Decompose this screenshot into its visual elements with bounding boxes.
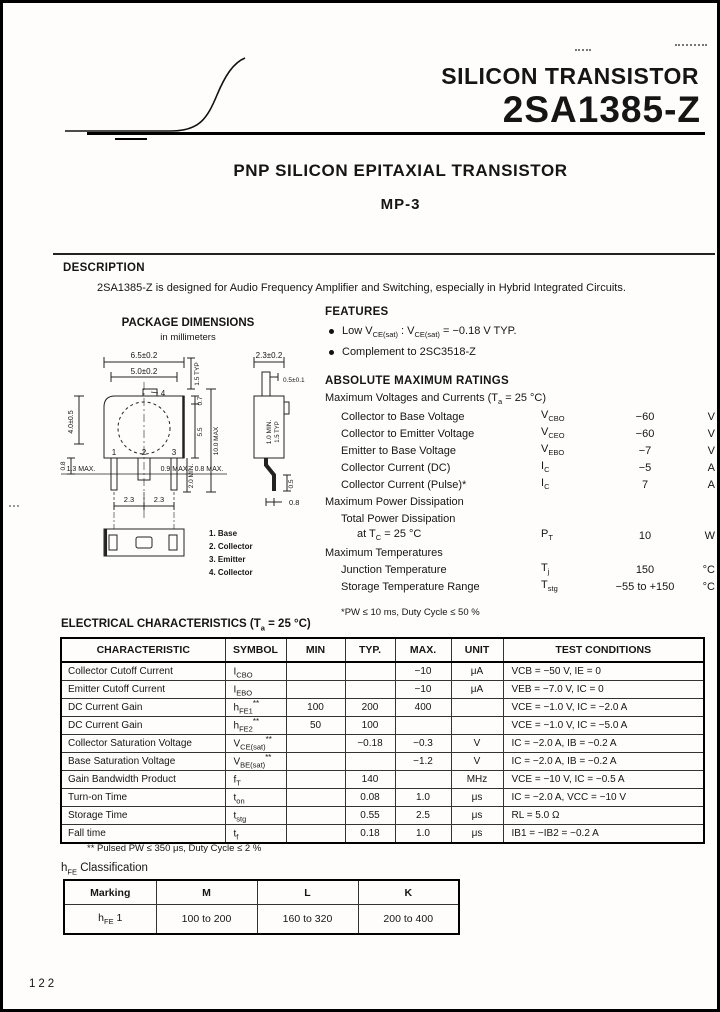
side-dim-05: 0.5±0.1 — [283, 377, 305, 384]
ec-cell-max — [395, 717, 451, 735]
description-text: 2SA1385-Z is designed for Audio Frequency Amplifier and Switching, especially in Hybrid Integrated Circuits. — [97, 282, 626, 294]
ec-header-conditions: TEST CONDITIONS — [503, 638, 704, 662]
features-heading: FEATURES — [325, 306, 389, 318]
ec-cell-conditions: VCE = −10 V, IC = −0.5 A — [503, 771, 704, 789]
ec-cell-name: Fall time — [61, 825, 225, 844]
ec-cell-unit: V — [451, 753, 503, 771]
dim-label-09max: 0.9 MAX. — [160, 466, 190, 473]
ec-header-characteristic: CHARACTERISTIC — [61, 638, 225, 662]
ec-cell-unit: μs — [451, 825, 503, 844]
ec-cell-symbol: $f_T$ — [225, 771, 286, 789]
brand-line: SILICON TRANSISTOR — [441, 63, 699, 89]
hfe-header-marking: Marking — [64, 880, 156, 905]
ec-cell-name: Gain Bandwidth Product — [61, 771, 225, 789]
ec-cell-typ: −0.18 — [345, 735, 395, 753]
ec-cell-min — [286, 771, 345, 789]
amr-row: Collector Current (Pulse)* $I_C$ 7 A — [341, 477, 715, 492]
ec-cell-unit: μs — [451, 807, 503, 825]
amr-group-voltages: Maximum Voltages and Currents ($T_a = 25$ °C) — [325, 392, 547, 407]
side-dim-05b: 0.5 — [288, 479, 295, 489]
ec-cell-typ: 140 — [345, 771, 395, 789]
ec-header-min: MIN — [286, 638, 345, 662]
ec-cell-unit — [451, 717, 503, 735]
dim-label-100max: 10.0 MAX — [213, 426, 220, 456]
amr-row: Collector Current (DC) $I_C$ −5 A — [341, 460, 715, 475]
ec-cell-unit: μA — [451, 681, 503, 699]
dim-label-08max: 0.8 MAX. — [194, 466, 224, 473]
ec-cell-symbol: $V_{BE(sat)}^{**}$ — [225, 753, 286, 771]
amr-group-power: Maximum Power Dissipation — [325, 495, 464, 508]
hfe-header-row — [64, 880, 459, 905]
ec-cell-symbol: $h_{FE2}^{**}$ — [225, 717, 286, 735]
ec-row — [61, 717, 704, 735]
ec-cell-conditions: RL = 5.0 Ω — [503, 807, 704, 825]
dim-label-13max: 1.3 MAX. — [66, 466, 96, 473]
part-number: 2SA1385-Z — [502, 89, 701, 130]
ec-cell-symbol: $t_{on}$ — [225, 789, 286, 807]
ec-cell-symbol: $I_{EBO}$ — [225, 681, 286, 699]
side-dim-08: 0.8 — [289, 498, 300, 507]
legend-item-3: 3. Emitter — [209, 555, 246, 564]
package-drawing — [59, 344, 324, 579]
ec-cell-name: Base Saturation Voltage — [61, 753, 225, 771]
ec-header-row — [61, 638, 704, 662]
ec-cell-max — [395, 771, 451, 789]
bottom-view-outline — [104, 529, 184, 556]
hfe-header-k: K — [358, 880, 459, 905]
hfe-row-label: $h_{FE}$ 1 — [64, 905, 156, 935]
ec-cell-max: −10 — [395, 681, 451, 699]
ec-row — [61, 735, 704, 753]
amr-footnote: *PW ≤ 10 ms, Duty Cycle ≤ 50 % — [341, 607, 480, 618]
side-dim-10min: 1.0 MIN. — [266, 419, 273, 445]
hfe-header-l: L — [257, 880, 358, 905]
ec-cell-typ: 100 — [345, 717, 395, 735]
hfe-header-m: M — [156, 880, 257, 905]
ec-cell-typ: 200 — [345, 699, 395, 717]
section-divider — [53, 253, 715, 255]
dim-label-40: 4.0±0.5 — [68, 410, 75, 434]
ec-cell-name: Turn-on Time — [61, 789, 225, 807]
side-dim-15typ: 1.5 TYP — [275, 421, 281, 443]
ec-cell-conditions: VCE = −1.0 V, IC = −5.0 A — [503, 717, 704, 735]
ec-cell-max: 1.0 — [395, 789, 451, 807]
feature-text: Low $V_{CE(sat)}$ : $V_{CE(sat)} = -0.18$ V TYP. — [342, 325, 517, 340]
pitch-label-a: 2.3 — [123, 495, 135, 504]
ec-cell-typ: 0.55 — [345, 807, 395, 825]
legend-item-2: 2. Collector — [209, 542, 253, 551]
pin1-label: 1 — [111, 448, 117, 457]
ec-cell-conditions: IC = −2.0 A, IB = −0.2 A — [503, 753, 704, 771]
bullet-icon — [329, 329, 334, 334]
ec-cell-unit — [451, 699, 503, 717]
ec-cell-max: 1.0 — [395, 825, 451, 844]
ec-cell-conditions: IB1 = −IB2 = −0.2 A — [503, 825, 704, 844]
scan-artifact — [675, 44, 707, 46]
ec-cell-unit: μs — [451, 789, 503, 807]
hfe-range-m: 100 to 200 — [156, 905, 257, 935]
side-lead-top — [262, 372, 270, 396]
ec-cell-conditions: VCB = −50 V, IE = 0 — [503, 662, 704, 681]
ec-cell-min — [286, 681, 345, 699]
absolute-maximum-ratings-section — [325, 375, 715, 618]
dim-label-08-left: 0.8 — [60, 461, 67, 471]
side-lead-bent — [266, 458, 274, 491]
ec-cell-max: 400 — [395, 699, 451, 717]
ec-row — [61, 753, 704, 771]
ec-row — [61, 662, 704, 681]
hfe-data-row — [64, 905, 459, 935]
pitch-label-b: 2.3 — [153, 495, 165, 504]
ec-row — [61, 807, 704, 825]
ec-row — [61, 789, 704, 807]
ec-cell-name: DC Current Gain — [61, 717, 225, 735]
ec-cell-min: 50 — [286, 717, 345, 735]
amr-row: Collector to Base Voltage $V_{CBO}$ −60 V — [341, 409, 715, 424]
ec-cell-conditions: IC = −2.0 A, IB = −0.2 A — [503, 735, 704, 753]
amr-group-temperatures: Maximum Temperatures — [325, 546, 443, 559]
ec-header-max: MAX. — [395, 638, 451, 662]
ec-cell-max: −10 — [395, 662, 451, 681]
ec-row — [61, 825, 704, 844]
scan-artifact — [9, 505, 19, 507]
feature-item — [325, 325, 705, 339]
description-heading: DESCRIPTION — [63, 262, 145, 274]
features-section — [325, 306, 705, 358]
dim-label-65: 6.5±0.2 — [130, 351, 158, 360]
ec-cell-typ: 0.18 — [345, 825, 395, 844]
ec-header-unit: UNIT — [451, 638, 503, 662]
ec-cell-min — [286, 753, 345, 771]
device-subtitle: PNP SILICON EPITAXIAL TRANSISTOR — [233, 161, 568, 180]
amr-row: Storage Temperature Range $T_{stg}$ −55 to +150 °C — [341, 579, 715, 594]
amr-row: Emitter to Base Voltage $V_{EBO}$ −7 V — [341, 443, 715, 458]
ec-cell-symbol: $t_{stg}$ — [225, 807, 286, 825]
ec-cell-name: DC Current Gain — [61, 699, 225, 717]
ec-cell-typ — [345, 753, 395, 771]
pin2-label: 2 — [141, 448, 147, 457]
ec-row — [61, 771, 704, 789]
ec-footnote: ** Pulsed PW ≤ 350 μs, Duty Cycle ≤ 2 % — [87, 843, 262, 854]
feature-item — [325, 346, 705, 358]
ec-cell-symbol: $I_{CBO}$ — [225, 662, 286, 681]
ec-cell-min — [286, 662, 345, 681]
package-dimensions-title: PACKAGE DIMENSIONS — [121, 317, 255, 329]
ec-cell-conditions: IC = −2.0 A, VCC = −10 V — [503, 789, 704, 807]
ec-cell-typ — [345, 681, 395, 699]
hfe-range-l: 160 to 320 — [257, 905, 358, 935]
ec-header-typ: TYP. — [345, 638, 395, 662]
ec-cell-symbol: $h_{FE1}^{**}$ — [225, 699, 286, 717]
dim-label-50: 5.0±0.2 — [130, 367, 158, 376]
ec-cell-conditions: VEB = −7.0 V, IC = 0 — [503, 681, 704, 699]
ec-cell-unit: μA — [451, 662, 503, 681]
amr-row: Junction Temperature $T_j$ 150 °C — [341, 562, 715, 577]
ec-cell-max: 2.5 — [395, 807, 451, 825]
header-rule — [87, 132, 705, 135]
ec-cell-symbol: $t_f$ — [225, 825, 286, 844]
dim-label-15typ: 1.5 TYP — [194, 362, 201, 386]
ec-cell-name: Collector Cutoff Current — [61, 662, 225, 681]
package-dimensions-units: in millimeters — [160, 332, 216, 343]
ec-cell-min — [286, 825, 345, 844]
feature-text: Complement to 2SC3518-Z — [342, 346, 476, 359]
side-dim-23: 2.3±0.2 — [255, 351, 283, 360]
ec-cell-symbol: $V_{CE(sat)}^{**}$ — [225, 735, 286, 753]
ec-cell-typ — [345, 662, 395, 681]
ec-row — [61, 699, 704, 717]
amr-row: Collector to Emitter Voltage $V_{CEO}$ −60 V — [341, 426, 715, 441]
ec-heading: ELECTRICAL CHARACTERISTICS ($T_a = 25$ °C) — [61, 618, 311, 633]
ec-cell-max: −1.2 — [395, 753, 451, 771]
subtitle-block — [78, 161, 720, 213]
bullet-icon — [329, 350, 334, 355]
ec-cell-max: −0.3 — [395, 735, 451, 753]
ec-cell-name: Collector Saturation Voltage — [61, 735, 225, 753]
hfe-classification-table — [63, 879, 460, 935]
ec-cell-min — [286, 735, 345, 753]
amr-row: at $T_C = 25$ °C $P_T$ 10 W — [357, 528, 715, 543]
amr-group-power-sub: Total Power Dissipation — [341, 512, 456, 525]
electrical-characteristics-table — [60, 637, 705, 844]
pin3-label: 3 — [171, 448, 177, 457]
ec-cell-name: Storage Time — [61, 807, 225, 825]
amr-heading: ABSOLUTE MAXIMUM RATINGS — [325, 375, 509, 387]
legend-item-4: 4. Collector — [209, 568, 253, 577]
ec-cell-unit: V — [451, 735, 503, 753]
package-code: MP-3 — [380, 196, 421, 213]
ec-cell-min — [286, 789, 345, 807]
ec-cell-name: Emitter Cutoff Current — [61, 681, 225, 699]
header-dash — [115, 138, 147, 140]
ec-header-symbol: SYMBOL — [225, 638, 286, 662]
logo-swoosh-icon — [61, 51, 261, 137]
scan-artifact — [575, 49, 591, 51]
page-number: 122 — [29, 978, 58, 990]
ec-cell-unit: MHz — [451, 771, 503, 789]
ec-cell-typ: 0.08 — [345, 789, 395, 807]
ec-cell-min — [286, 807, 345, 825]
ec-cell-conditions: VCE = −1.0 V, IC = −2.0 A — [503, 699, 704, 717]
dim-label-07: 0.7 — [197, 396, 204, 406]
dim-label-20min: 2.0 MIN. — [188, 463, 195, 489]
pin4-label: 4 — [160, 389, 166, 398]
legend-item-1: 1. Base — [209, 529, 238, 538]
hfe-range-k: 200 to 400 — [358, 905, 459, 935]
ec-cell-min: 100 — [286, 699, 345, 717]
ec-row — [61, 681, 704, 699]
dim-label-55: 5.5 — [197, 427, 204, 437]
hfe-classification-heading: $h_{FE}$ Classification — [61, 862, 148, 877]
